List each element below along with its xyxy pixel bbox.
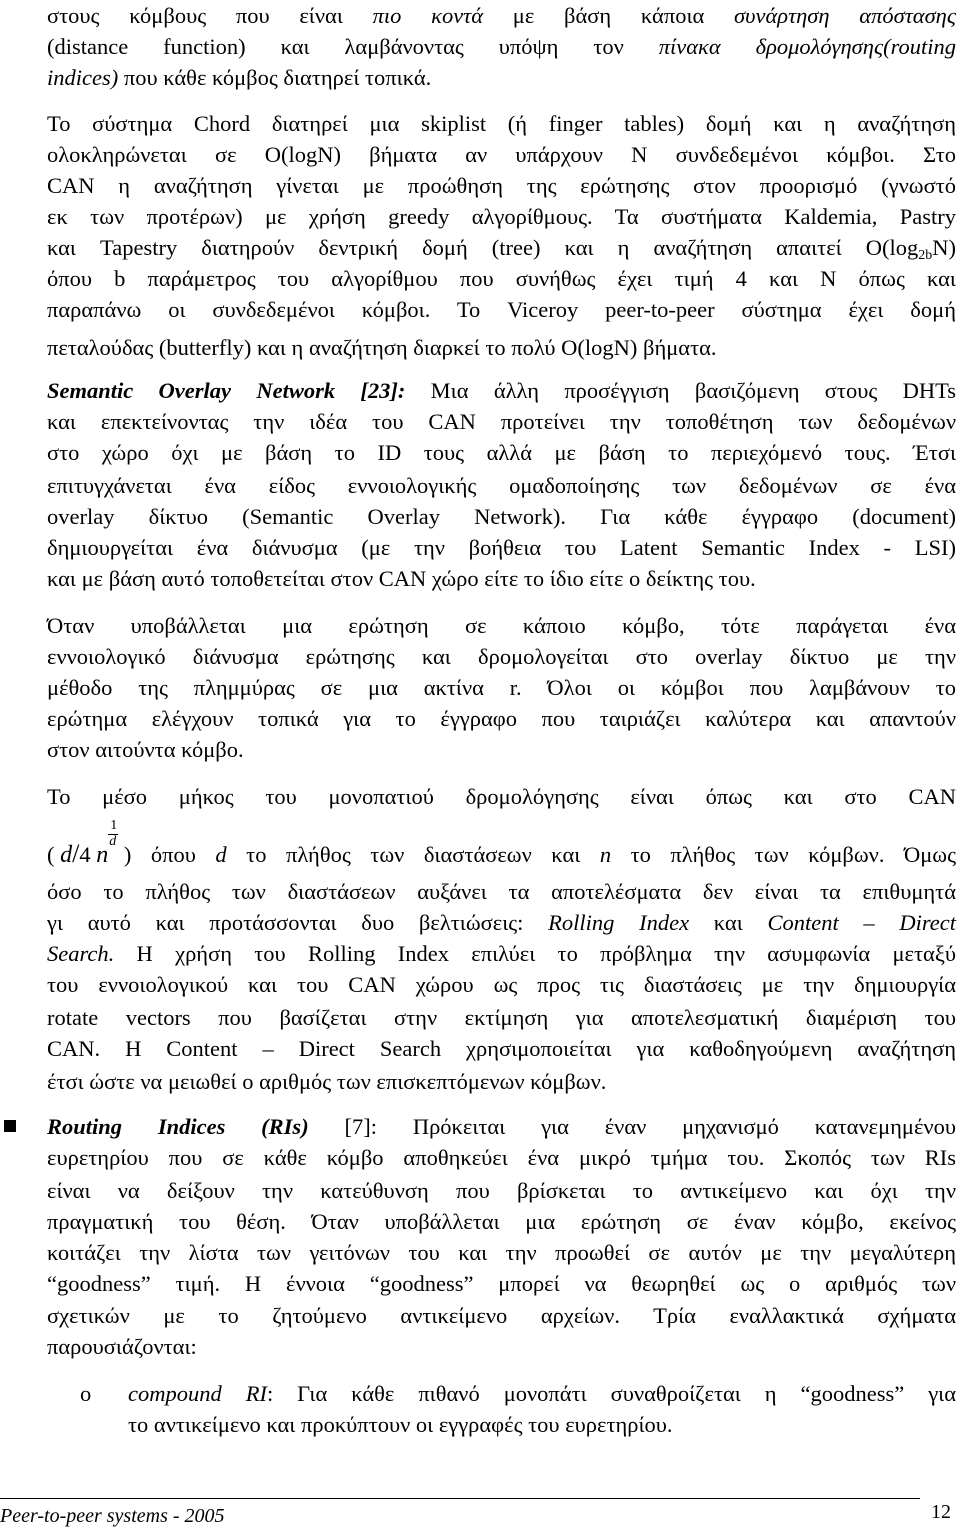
text-line: [47, 818, 956, 869]
section-title: Semantic Overlay Network [23]:: [47, 378, 406, 403]
formula-var: d: [60, 842, 73, 868]
text-line: όσο το πλήθος των διαστάσεων αυξάνει τα αποτελέσματα δεν είναι τα επιθυμητά: [47, 879, 956, 904]
list-item-title: compound RI: [128, 1381, 267, 1406]
text-line: ερώτημα ελέγχουν τοπικά για το έγγραφο που ταιριάζει καλύτερα και απαντούν: [47, 706, 956, 731]
text-line: στους κόμβους που είναι πιο κοντά με βάση κάποια συνάρτηση απόστασης: [47, 3, 956, 28]
text-span: : Για κάθε πιθανό μονοπάτι συναθροίζεται η “goodness” για: [266, 1381, 956, 1406]
text-span: όπου d το πλήθος των διαστάσεων και n το πλήθος των κόμβων. Όμως: [131, 842, 956, 867]
subscript: 2b: [918, 248, 933, 263]
text-line: παρουσιάζονται:: [47, 1334, 197, 1359]
text-line: και επεκτείνοντας την ιδέα του CAN προτείνει την τοποθέτηση των δεδομένων: [47, 409, 956, 434]
text-line: επιτυγχάνεται ένα είδος εννοιολογικής ομαδοποίησης των δεδομένων σε ένα: [47, 473, 956, 498]
text-line: CAN. Η Content – Direct Search χρησιμοποιείται για καθοδηγούμενη αναζήτηση: [47, 1036, 956, 1061]
formula-paren: (: [47, 842, 55, 867]
text-span: Μια άλλη προσέγγιση βασιζόμενη στους DHTs: [405, 378, 957, 403]
square-bullet-icon: [4, 1120, 16, 1132]
formula-exponent: [108, 818, 118, 862]
text-line: [47, 1111, 956, 1142]
text-line: (distance function) και λαμβάνοντας υπόψη τον πίνακα δρομολόγησης(routing: [47, 34, 956, 59]
text-line: στο χώρο όχι με βάση το ID τους αλλά με βάση το περιεχόμενό τους. Έτσι: [47, 440, 956, 465]
circle-bullet-icon: o: [80, 1381, 92, 1406]
text-line: εννοιολογικό διάνυσμα ερώτησης και δρομολογείται στο overlay δίκτυο με την: [47, 644, 956, 669]
text-line: Όταν υποβάλλεται μια ερώτηση σε κάποιο κόμβο, τότε παράγεται ένα: [47, 613, 956, 638]
text-line: έτσι ώστε να μειωθεί ο αριθμός των επισκεπτόμενων κόμβων.: [47, 1069, 607, 1094]
text-line: Το σύστημα Chord διατηρεί μια skiplist (ή finger tables) δομή και η αναζήτηση: [47, 111, 956, 136]
exponent-denominator: d: [109, 834, 117, 849]
text-line: ολοκληρώνεται σε O(logN) βήματα αν υπάρχουν Ν συνδεδεμένοι κόμβοι. Στο: [47, 142, 956, 167]
text-line: CAN η αναζήτηση γίνεται με προώθηση της ερώτησης στον προορισμό (γνωστό: [47, 173, 956, 198]
text-line: εκ των προτέρων) με χρήση greedy αλγορίθμους. Τα συστήματα Kaldemia, Pastry: [47, 204, 956, 229]
text-line: ευρετηρίου που σε κάθε κόμβο αποθηκεύει ένα μικρό τμήμα του. Σκοπός των RIs: [47, 1145, 956, 1170]
text-span: N): [932, 235, 956, 260]
text-line: overlay δίκτυο (Semantic Overlay Network). Για κάθε έγγραφο (document): [47, 504, 956, 529]
text-span: [7]: Πρόκειται για έναν μηχανισμό κατανεμημένου: [308, 1114, 956, 1139]
section-title: Routing Indices (RIs): [47, 1114, 309, 1139]
text-line: στον αιτούντα κόμβο.: [47, 737, 244, 762]
text-line: rotate vectors που βασίζεται στην εκτίμηση για αποτελεσματική διαμέριση του: [47, 1005, 956, 1030]
text-line: [128, 1378, 956, 1409]
text-line: πραγματική του θέση. Όταν υποβάλλεται μια ερώτηση σε έναν κόμβο, εκείνος: [47, 1209, 956, 1234]
exponent-numerator: 1: [110, 818, 118, 833]
footer-divider: [0, 1498, 920, 1499]
text-line: του εννοιολογικού και του CAN χώρου ως προς τις διαστάσεις με την δημιουργία: [47, 972, 956, 997]
footer-title: Peer-to-peer systems - 2005: [0, 1505, 225, 1527]
text-line: Το μέσο μήκος του μονοπατιού δρομολόγησης είναι όπως και στο CAN: [47, 784, 956, 809]
text-line: πεταλούδας (butterfly) και η αναζήτηση διαρκεί το πολύ O(logN) βήματα.: [47, 335, 717, 360]
text-line: indices) που κάθε κόμβος διατηρεί τοπικά.: [47, 65, 432, 90]
text-line: μέθοδο της πλημμύρας σε μια ακτίνα r. Όλοι οι κόμβοι που λαμβάνουν το: [47, 675, 956, 700]
text-line: και με βάση αυτό τοποθετείται στον CAN χώρο είτε το ίδιο είτε ο δείκτης του.: [47, 566, 756, 591]
formula-paren: ): [123, 842, 132, 867]
text-line: κοιτάζει την λίστα των γειτόνων του και την προωθεί σε αυτόν με την μεγαλύτερη: [47, 1240, 956, 1265]
text-line: όπου b παράμετρος του αλγορίθμου που συνήθως έχει τιμή 4 και N όπως και: [47, 266, 956, 291]
page-number: 12: [931, 1501, 951, 1523]
text-line: δημιουργείται ένα διάνυσμα (με την βοήθεια του Latent Semantic Index - LSI): [47, 535, 956, 560]
text-line: παραπάνω οι συνδεδεμένοι κόμβοι. Το Viceroy peer-to-peer σύστημα έχει δομή: [47, 297, 956, 322]
text-line: Search. Η χρήση του Rolling Index επιλύει το πρόβλημα την ασυμφωνία μεταξύ: [47, 941, 956, 966]
formula-var: n: [96, 842, 109, 868]
text-line: σχετικών με το ζητούμενο αντικείμενο αρχείων. Τρία εναλλακτικά σχήματα: [47, 1303, 956, 1328]
text-line: [47, 375, 956, 406]
formula-slash: /: [72, 839, 80, 868]
formula-number: 4: [79, 842, 91, 867]
text-line: “goodness” τιμή. Η έννοια “goodness” μπορεί να θεωρηθεί ως ο αριθμός των: [47, 1271, 956, 1296]
text-line: είναι να δείξουν την κατεύθυνση που βρίσκεται το αντικείμενο και όχι την: [47, 1178, 956, 1203]
formula: [47, 818, 132, 871]
text-line: [47, 232, 956, 263]
text-span: και Tapestry διατηρούν δεντρική δομή (tree) και η αναζήτηση απαιτεί O(log: [47, 235, 919, 260]
text-line: το αντικείμενο και προκύπτουν οι εγγραφές του ευρετηρίου.: [128, 1412, 673, 1437]
text-line: γι αυτό και προτάσσονται δυο βελτιώσεις: Rolling Index και Content – Direct: [47, 910, 956, 935]
